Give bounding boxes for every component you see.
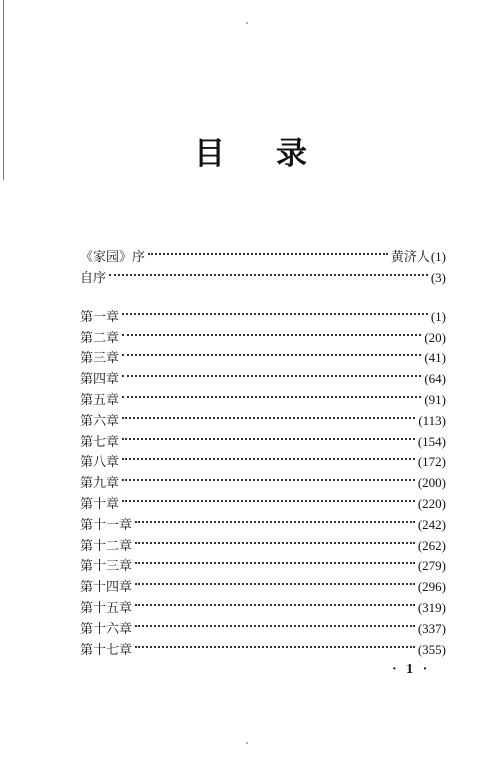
dot-leader — [122, 404, 415, 425]
toc-entry[interactable] — [80, 466, 446, 492]
entry-page-number: (3) — [430, 269, 446, 285]
entry-label: 第七章 — [80, 434, 120, 450]
dot-leader — [122, 321, 421, 342]
entry-label: 第十二章 — [80, 538, 133, 554]
dot-leader — [135, 570, 415, 591]
entry-label: 第三章 — [80, 351, 120, 367]
dot-leader — [122, 383, 421, 404]
dot-leader — [122, 300, 428, 321]
entry-label: 第五章 — [80, 392, 120, 408]
entry-page-number: (20) — [424, 329, 446, 345]
entry-page-number: (200) — [417, 475, 446, 491]
title-char: 目 — [194, 136, 225, 172]
entry-label: 第十七章 — [80, 642, 133, 658]
toc-entry[interactable] — [80, 300, 446, 325]
dot-leader — [122, 466, 415, 487]
entry-page-number: (1) — [430, 308, 446, 324]
entry-page-number: (64) — [424, 371, 446, 387]
entry-page-number: (172) — [417, 454, 446, 470]
dot-leader — [122, 487, 415, 508]
entry-page-number: (113) — [418, 412, 446, 428]
entry-label: 第二章 — [80, 330, 120, 346]
toc-entry[interactable] — [80, 383, 446, 408]
dot-leader — [135, 508, 415, 529]
entry-page-number: (1) — [430, 248, 446, 264]
toc-entry[interactable] — [80, 342, 446, 367]
entry-label: 第四章 — [80, 372, 120, 388]
entry-page-number: (279) — [417, 558, 446, 574]
toc-front-matter — [80, 240, 446, 286]
toc-chapter-list — [80, 300, 446, 658]
dot-leader — [122, 446, 415, 467]
dot-leader — [135, 612, 415, 633]
toc-entry[interactable] — [80, 404, 446, 429]
entry-page-number: (319) — [417, 599, 446, 615]
entry-label: 第十四章 — [80, 580, 133, 596]
entry-label: 第十一章 — [80, 517, 133, 533]
dot-leader — [109, 261, 428, 282]
entry-page-number: (41) — [424, 350, 446, 366]
entry-page-number: (91) — [424, 391, 446, 407]
dot-leader — [135, 550, 415, 571]
entry-page-number: (154) — [417, 433, 446, 449]
entry-page-number: (262) — [417, 537, 446, 553]
toc-entry[interactable] — [80, 261, 446, 286]
toc-entry[interactable] — [80, 487, 446, 512]
toc-entry[interactable] — [80, 591, 446, 616]
title-char: 录 — [276, 136, 307, 172]
entry-page-number: (220) — [417, 495, 446, 511]
dot-leader — [122, 342, 421, 363]
toc-entry[interactable] — [80, 550, 446, 575]
entry-label: 《家园》序 — [80, 249, 146, 265]
entry-page-number: (355) — [417, 641, 446, 657]
dot-leader — [135, 591, 415, 612]
page-folio: · 1 · — [392, 662, 431, 677]
dot-leader — [122, 425, 415, 446]
toc-entry[interactable] — [80, 446, 446, 471]
dot-leader — [135, 633, 415, 654]
toc-entry[interactable] — [80, 570, 446, 596]
entry-label: 第九章 — [80, 476, 120, 492]
toc-entry[interactable] — [80, 529, 446, 554]
entry-author: 黄济人 — [390, 249, 430, 265]
entry-label: 第八章 — [80, 455, 120, 471]
dot-leader — [122, 362, 421, 383]
toc-entry[interactable] — [80, 321, 446, 346]
toc-title — [0, 134, 504, 174]
scan-speck — [246, 22, 248, 24]
entry-label: 第一章 — [80, 309, 120, 325]
toc-entry[interactable] — [80, 612, 446, 637]
entry-label: 自序 — [80, 270, 107, 286]
scan-speck — [246, 742, 248, 744]
toc-entry[interactable] — [80, 633, 446, 658]
entry-page-number: (337) — [417, 620, 446, 636]
dot-leader — [135, 529, 415, 550]
entry-label: 第十五章 — [80, 600, 133, 616]
toc-entry[interactable] — [80, 240, 446, 265]
toc-entry[interactable] — [80, 425, 446, 450]
toc-entry[interactable] — [80, 508, 446, 533]
toc-entry[interactable] — [80, 362, 446, 388]
entry-page-number: (242) — [417, 516, 446, 532]
entry-label: 第十三章 — [80, 559, 133, 575]
entry-page-number: (296) — [417, 579, 446, 595]
entry-label: 第十六章 — [80, 621, 133, 637]
dot-leader — [148, 240, 388, 261]
entry-label: 第十章 — [80, 496, 120, 512]
entry-label: 第六章 — [80, 413, 120, 429]
